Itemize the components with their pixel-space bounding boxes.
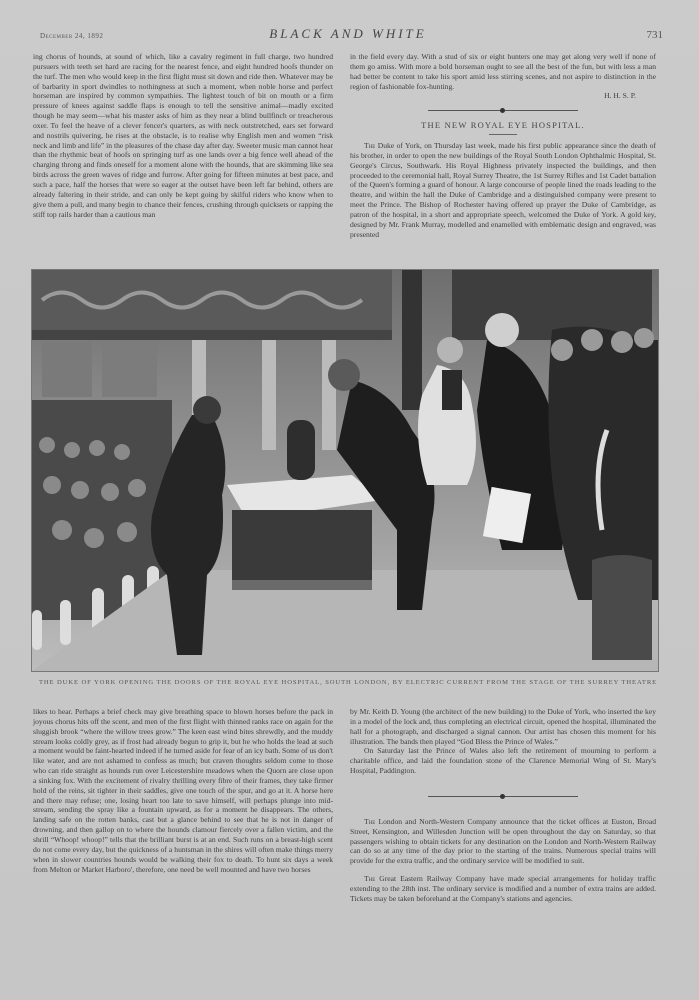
hospital-paragraph-2: On Saturday last the Prince of Wales also left the retirement of mourning to perform a charitable office, and laid the foundation stone of the Clarence Memorial Wing of St. Mary's Hospital, Paddington. <box>350 746 656 776</box>
lead-word: The <box>364 141 376 151</box>
divider-dot-ornament <box>500 794 505 799</box>
hunting-conclusion: in the field every day. With a stud of six or eight hunters one may get along very well if none of them go amiss. With more a bold horseman ought to see all the best of the fun, but with less a man had better be content to take his sport amid less stirring scenes, and not aspire to distinction in the region of fashionable fox-hunting. <box>350 52 656 91</box>
hunting-article-column-bottom <box>33 707 333 874</box>
hospital-paragraph-1 <box>350 141 656 239</box>
lnwr-notice-text: London and North-Western Company announce that the ticket offices at Euston, Broad Street, Kensington, and Willesden Junction will be open throughout the day on Saturday, so that passengers wishing to obtain tickets for any destination on the London and North-Western Railway can do so at any time of the day prior to the starting of the trains. Numerous special trains will provide for the extra traffic, and the ordinary service will be modified to suit. <box>350 816 656 866</box>
ger-notice-text: Great Eastern Railway Company have made special arrangements for holiday traffic extending to the 28th inst. The ordinary service is modified and a number of extra trains are added. Tickets may be taken beforehand at the Company's stations and agencies. <box>350 874 656 903</box>
hospital-paragraph-1-text: Duke of York, on Thursday last week, made his first public appearance since the death of his brother, in order to open the new buildings of the Royal South London Ophthalmic Hospital, St. George's Circus, Southwark. His Royal Highness privately inspected the buildings, and then proceeded to the ceremonial hall, Royal Surrey Theatre, the 1st Surrey Rifles and 1st Cadet battalion of the Queen's forming a guard of honour. A large concourse of people lined the roads leading to the theatre, and within the hall the Duke of Cambridge and a distinguished company were present to meet the Prince. The Bishop of Rochester having offered up prayer the Duke of Cambridge, as patron of the hospital, in a short and appropriate speech, welcomed the Duke of York. A gold key, designed by Mr. Frank Murray, modelled and enamelled with emblematic design and engraved, was presented <box>350 141 656 239</box>
hunting-paragraph-continued: likes to hear. Perhaps a brief check may give breathing space to blown horses before the pack in joyous chorus hits off the scent, and men of the first flight with thinned ranks race on again for the sluggish brook “where the willow trees grow.” The keen east wind bites shrewdly, and the muddy stream looks coldly grey, as if frost had already begun to grip it, but he who holds the lead at such a moment would be faint-hearted indeed if he turned aside for fear of an icy bath. Some of us don't like water, and are not ashamed to confess as much; but craven thoughts seldom come to those who can ride straight as hounds run over Leicestershire meadows when the Quorn are close upon a sinking fox. With the excitement of rivalry thrilling every fibre of their frames, they take firmer hold of the reins, sit tighter in their saddles, give one touch of the spur, and go at it. A horse here and there may refuse; one, losing heart too late to save himself, will perhaps plunge into mid-stream, sending the spray like a fountain upward, as for a moment he disappears. The others, landing safe on the rotten banks, cast but a glance behind to see that he is not in danger of drowning, and then gallop on to where the hounds clamour fiercely over a fallen victim, and the shrill “Whoop! whoop!” tells that the brilliant burst is at an end. Such runs on a breast-high scent do not come every day, but the quickness of a huntsman in the shires will often make things merry when in slower countries hounds would be walking their fox to death. To hunt six days a week from Melton or Market Harboro', therefore, one need be well mounted and have two horses <box>33 707 333 874</box>
issue-date: December 24, 1892 <box>40 32 104 40</box>
section-divider-2 <box>428 792 578 801</box>
illustration-caption: THE DUKE OF YORK OPENING THE DOORS OF THE ROYAL EYE HOSPITAL, SOUTH LONDON, BY ELECTRIC CURRENT FROM THE STAGE OF THE SURREY THEATRE <box>38 679 658 686</box>
section-divider <box>428 106 578 115</box>
author-signature: H. H. S. P. <box>604 91 636 101</box>
right-column-bottom <box>350 707 656 904</box>
lnwr-notice <box>350 817 656 866</box>
ger-notice <box>350 874 656 904</box>
lead-word: The <box>364 816 376 826</box>
hospital-paragraph-1-continued: by Mr. Keith D. Young (the architect of the new building) to the Duke of York, who inserted the key in a model of the lock and, thus completing an electrical circuit, opened the hospital, illuminated the hall for a photograph, and discharged a signal cannon. Our artist has chosen this moment for his illustration. The bands then played “God Bless the Prince of Wales.” <box>350 707 656 746</box>
hunting-article-column-top <box>33 52 333 219</box>
engraving-illustration-image <box>32 270 658 671</box>
hospital-article-title: THE NEW ROYAL EYE HOSPITAL. <box>421 120 585 131</box>
lead-word: The <box>364 874 376 884</box>
right-column-top <box>350 52 656 240</box>
running-head <box>33 26 663 46</box>
title-underline <box>489 134 517 135</box>
divider-dot-ornament <box>500 108 505 113</box>
page-number: 731 <box>646 29 663 41</box>
illustration-engraving <box>31 269 659 672</box>
hunting-paragraph: ing chorus of hounds, at sound of which, like a cavalry regiment in full charge, two hundred pursuers with teeth set hard are racing for the nearest fence, and eight hundred hoofs thunder on the turf. The men who would keep in the first flight must sit down and ride then. Whatever may be of barbarity in sport dwindles to nothingness at such a moment, when noble horse and perfect horseman are inspired by common sympathies. The lightest touch of bit on mouth or a firm pressure of knees against saddle flaps is enough to tell the sensitive animal—madly excited though he may seem—what his master asks of him as they near a blind bullfinch or treacherous oxer. To feel the heave of a clever fencer's quarters, as with neck outstretched, ears set forward and nostrils quivering, he rises at the obstacle, is to realise why English men and women “risk neck and limb and life” in the pleasures of the chase day after day. Sweeter music man cannot hear than the rhythmic beat of hoofs on springing turf as one lands over a big fence well ahead of the charging throng and finds oneself for a moment alone with the hounds, that are skimming like sea birds across the green waves of ridge and furrow. After going for fifteen minutes at best pace, and such a pace, half the horses that were so eager at the outset have been left far behind, others are already faltering in their stride, and can only be kept going by skilful riders who know when to give them a pull, and many begin to chance their fences, crushing through quicksets or rapping the stiff top rails harder than a cautious man <box>33 52 333 219</box>
publication-title: BLACK AND WHITE <box>269 26 427 41</box>
